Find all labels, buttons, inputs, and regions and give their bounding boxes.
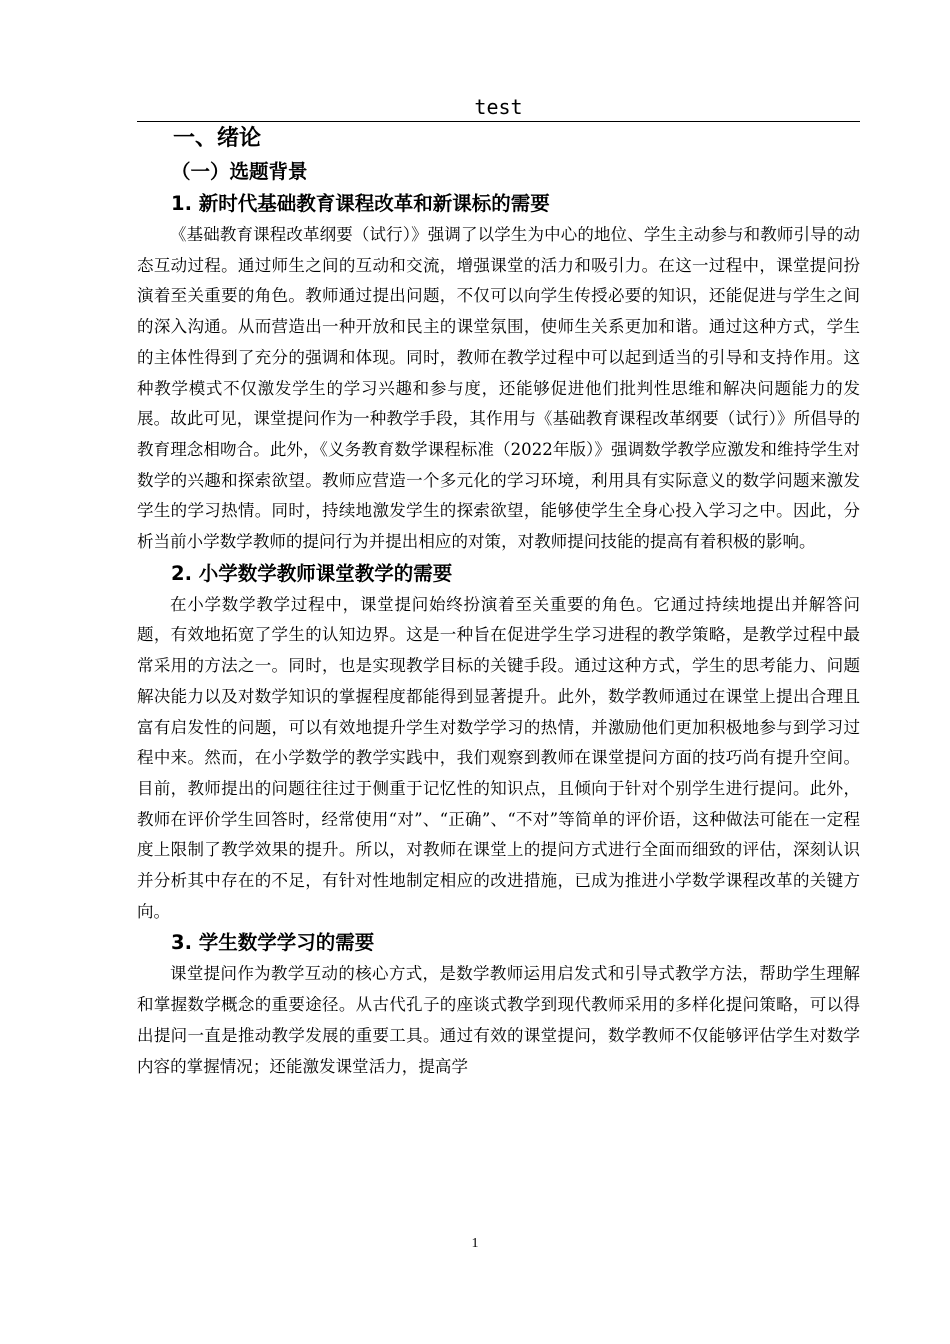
page-number: 1 xyxy=(471,1236,479,1251)
paragraph-2: 在小学数学教学过程中，课堂提问始终扮演着至关重要的角色。它通过持续地提出并解答问题，有效地拓宽了学生的认知边界。这是一种旨在促进学生学习进程的教学策略，是教学过程中最常采用的方法之一。同时，也是实现教学目标的关键手段。通过这种方式，学生的思考能力、问题解决能力以及对数学知识的掌握程度都能得到显著提升。此外，数学教师通过在课堂上提出合理且富有启发性的问题，可以有效地提升学生对数学学习的热情，并激励他们更加积极地参与到学习过程中来。然而，在小学数学的教学实践中，我们观察到教师在课堂提问方面的技巧尚有提升空间。目前，教师提出的问题往往过于侧重于记忆性的知识点，且倾向于针对个别学生进行提问。此外，教师在评价学生回答时，经常使用“对”、“正确”、“不对”等简单的评价语，这种做法可能在一定程度上限制了教学效果的提升。所以，对教师在课堂上的提问方式进行全面而细致的评估，深刻认识并分析其中存在的不足，有针对性地制定相应的改进措施，已成为推进小学数学课程改革的关键方向。 xyxy=(137,594,860,921)
chapter-heading: 一、绪论 xyxy=(173,126,262,151)
paragraph-3: 课堂提问作为教学互动的核心方式，是数学教师运用启发式和引导式教学方法，帮助学生理解和掌握数学概念的重要途径。从古代孔子的座谈式教学到现代教师采用的多样化提问策略，可以得出提问一直是推动教学发展的重要工具。通过有效的课堂提问，数学教师不仅能够评估学生对数学内容的掌握情况；还能激发课堂活力，提高学 xyxy=(137,964,860,1076)
subsection-heading-1: 1. 新时代基础教育课程改革和新课标的需要 xyxy=(171,192,550,215)
subsection-heading-3: 3. 学生数学学习的需要 xyxy=(171,931,375,955)
page-content xyxy=(137,122,860,1082)
subsection-heading-2: 2. 小学数学教师课堂教学的需要 xyxy=(171,561,453,585)
running-header: test xyxy=(137,93,860,122)
paragraph-1: 《基础教育课程改革纲要（试行）》强调了以学生为中心的地位、学生主动参与和教师引导的动态互动过程。通过师生之间的互动和交流，增强课堂的活力和吸引力。在这一过程中，课堂提问扮演着至关重要的角色。教师通过提出问题，不仅可以向学生传授必要的知识，还能促进与学生之间的深入沟通。从而营造出一种开放和民主的课堂氛围，使师生关系更加和谐。通过这种方式，学生的主体性得到了充分的强调和体现。同时，教师在教学过程中可以起到适当的引导和支持作用。这种教学模式不仅激发学生的学习兴趣和参与度，还能够促进他们批判性思维和解决问题能力的发展。故此可见，课堂提问作为一种教学手段，其作用与《基础教育课程改革纲要（试行）》所倡导的教育理念相吻合。此外，《义务教育数学课程标准（2022年版）》强调数学教学应激发和维持学生对数学的兴趣和探索欲望。教师应营造一个多元化的学习环境，利用具有实际意义的数学问题来激发学生的学习热情。同时，持续地激发学生的探索欲望，能够使学生全身心投入学习之中。因此，分析当前小学数学教师的提问行为并提出相应的对策，对教师提问技能的提高有着积极的影响。 xyxy=(137,225,860,552)
section-heading: （一）选题背景 xyxy=(171,160,308,183)
